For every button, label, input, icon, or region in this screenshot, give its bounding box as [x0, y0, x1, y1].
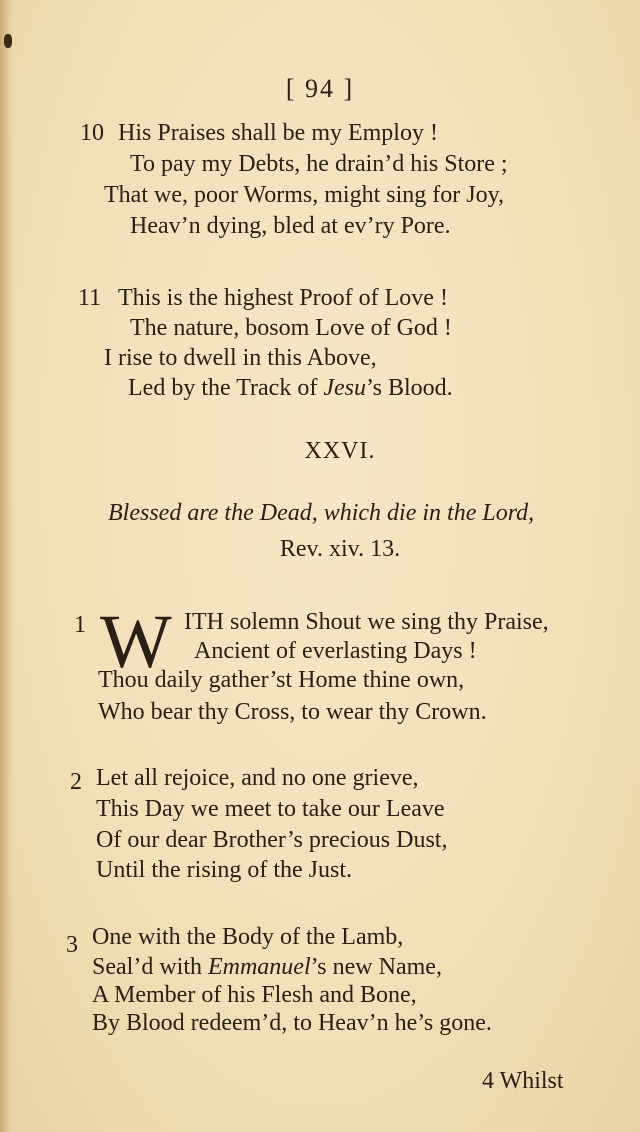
- stanza-number: 10: [80, 120, 104, 146]
- verse-line: [128, 373, 453, 403]
- stanza-number: 11: [78, 285, 102, 311]
- verse-line-end: ’s new Name,: [310, 954, 442, 980]
- verse-line: I rise to dwell in this Above,: [104, 345, 377, 371]
- stanza-number: 3: [66, 932, 78, 958]
- verse-line: Thou daily gather’st Home thine own,: [98, 667, 465, 693]
- verse-line: Who bear thy Cross, to wear thy Crown.: [98, 699, 487, 725]
- scripture-reference: Rev. xiv. 13.: [279, 536, 401, 562]
- verse-line: ITH solemn Shout we sing thy Praise,: [184, 609, 549, 635]
- verse-line-start: Led by the Track of: [128, 375, 324, 401]
- verse-line: By Blood redeem’d, to Heav’n he’s gone.: [92, 1010, 492, 1036]
- verse-line: Ancient of everlasting Days !: [194, 638, 477, 664]
- page-edge-shadow: [0, 0, 14, 1132]
- drop-cap: W: [100, 600, 172, 684]
- verse-line: Until the rising of the Just.: [96, 857, 352, 883]
- hymn-title: XXVI.: [304, 438, 376, 464]
- ink-blot: [4, 34, 12, 48]
- verse-line: The nature, bosom Love of God !: [130, 315, 452, 341]
- verse-line: To pay my Debts, he drain’d his Store ;: [130, 151, 508, 177]
- verse-line: [92, 952, 442, 982]
- verse-line: A Member of his Flesh and Bone,: [92, 982, 417, 1008]
- verse-line-start: Seal’d with: [92, 954, 208, 980]
- stanza-number: 1: [74, 612, 86, 638]
- italic-name: Jesu: [323, 375, 366, 401]
- verse-line-end: ’s Blood.: [365, 375, 453, 401]
- verse-line: Heav’n dying, bled at ev’ry Pore.: [130, 213, 451, 239]
- verse-line: One with the Body of the Lamb,: [92, 924, 404, 950]
- page-number: [ 94 ]: [285, 74, 355, 103]
- italic-name: Emmanuel: [207, 954, 311, 980]
- stanza-number: 2: [70, 769, 82, 795]
- verse-line: This Day we meet to take our Leave: [96, 796, 445, 822]
- catchword: 4 Whilst: [482, 1068, 564, 1094]
- verse-line: That we, poor Worms, might sing for Joy,: [104, 182, 505, 208]
- verse-line: His Praises shall be my Employ !: [118, 120, 438, 146]
- hymn-subtitle: Blessed are the Dead, which die in the Lord,: [108, 500, 535, 526]
- verse-line: Let all rejoice, and no one grieve,: [96, 765, 419, 791]
- verse-line: Of our dear Brother’s precious Dust,: [96, 827, 448, 853]
- verse-line: This is the highest Proof of Love !: [118, 285, 448, 311]
